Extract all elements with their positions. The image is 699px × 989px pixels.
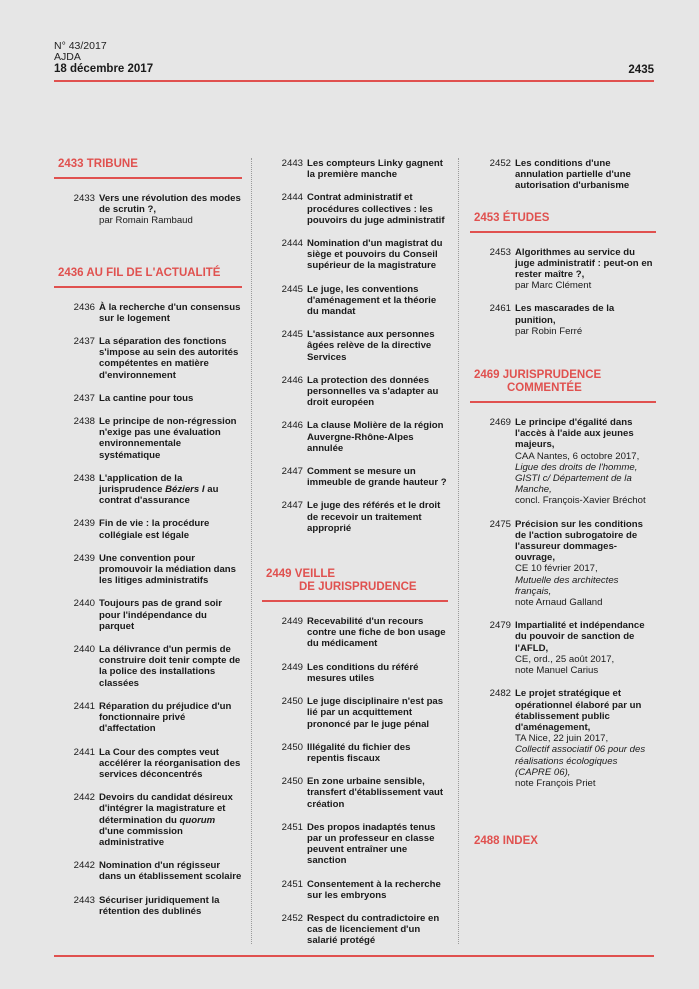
toc-entry[interactable] bbox=[262, 238, 448, 272]
entry-page: 2438 bbox=[73, 416, 95, 428]
entry-title: En zone urbaine sensible, transfert d'établissement vaut création bbox=[307, 776, 444, 810]
entry-page: 2452 bbox=[281, 912, 303, 924]
entry-title bbox=[99, 792, 242, 848]
section-title bbox=[262, 568, 448, 602]
column-divider bbox=[458, 158, 459, 944]
entry-title: Respect du contradictoire en cas de licenciement d'un salarié protégé bbox=[307, 912, 440, 947]
entry-title-italic: quorum bbox=[179, 814, 216, 826]
entry-title-part: d'une commission administrative bbox=[99, 825, 183, 848]
section-veille bbox=[262, 568, 448, 946]
toc-entry[interactable] bbox=[262, 662, 448, 684]
entry-title: Les conditions du référé mesures utiles bbox=[307, 661, 419, 684]
section-title: 2488 INDEX bbox=[474, 835, 538, 848]
entry-party: Ligue des droits de l'homme, GISTI c/ Département de la Manche, bbox=[515, 461, 638, 496]
entry-reference: CE, ord., 25 août 2017, bbox=[515, 653, 615, 665]
entry-title: Comment se mesure un immeuble de grande hauteur ? bbox=[307, 466, 447, 489]
entry-page: 2444 bbox=[281, 192, 303, 204]
column-3 bbox=[470, 158, 656, 868]
toc-entry[interactable] bbox=[54, 473, 242, 507]
entry-title: Le juge, les conventions d'aménagement et la théorie du mandat bbox=[307, 283, 437, 318]
section-title-line: COMMENTÉE bbox=[507, 382, 582, 395]
toc-entry[interactable] bbox=[470, 620, 656, 676]
entry-note: note Arnaud Galland bbox=[515, 597, 603, 609]
toc-entry[interactable] bbox=[54, 518, 242, 540]
entry-title: Recevabilité d'un recours contre une fiche de bon usage du médicament bbox=[307, 616, 446, 650]
entry-page: 2436 bbox=[73, 301, 95, 313]
toc-entry[interactable] bbox=[54, 644, 242, 689]
section-title-line: DE JURISPRUDENCE bbox=[299, 581, 417, 594]
entry-author: par Robin Ferré bbox=[515, 325, 583, 337]
toc-entry[interactable] bbox=[54, 895, 242, 917]
column-1 bbox=[54, 158, 242, 929]
toc-entry[interactable] bbox=[262, 742, 448, 764]
section-index bbox=[470, 835, 656, 854]
entry-page: 2445 bbox=[281, 329, 303, 341]
header-rule bbox=[54, 80, 654, 82]
entry-page: 2451 bbox=[281, 821, 303, 833]
entry-page: 2453 bbox=[489, 246, 511, 258]
toc-entry[interactable] bbox=[54, 193, 242, 227]
entry-title: La cantine pour tous bbox=[99, 392, 194, 404]
entry-page: 2450 bbox=[281, 776, 303, 788]
entry-title-italic: Béziers I bbox=[165, 484, 205, 496]
entry-page: 2437 bbox=[73, 392, 95, 404]
entry-page: 2441 bbox=[73, 746, 95, 758]
toc-entry[interactable] bbox=[54, 336, 242, 381]
entry-page: 2446 bbox=[281, 374, 303, 386]
entry-title: À la recherche d'un consensus sur le logement bbox=[99, 301, 241, 324]
entry-reference: CE 10 février 2017, bbox=[515, 563, 598, 575]
toc-entry[interactable] bbox=[470, 417, 656, 507]
toc-entry[interactable] bbox=[54, 416, 242, 461]
toc-entry[interactable] bbox=[262, 879, 448, 901]
toc-entry[interactable] bbox=[54, 302, 242, 324]
entry-title: Les mascarades de la punition, bbox=[515, 303, 615, 326]
toc-entry[interactable] bbox=[262, 192, 448, 226]
toc-entry[interactable] bbox=[54, 747, 242, 781]
toc-entry[interactable] bbox=[262, 822, 448, 867]
footer-rule bbox=[54, 955, 654, 957]
entry-title: Le principe de non-régression n'exige pas une évaluation environnementale systématique bbox=[99, 416, 237, 461]
section-title-line: 2449 VEILLE bbox=[266, 568, 336, 581]
entry-title-part: L'application de la jurisprudence bbox=[99, 472, 183, 496]
entry-title: Vers une révolution des modes de scrutin ?, bbox=[99, 193, 241, 216]
entry-page: 2449 bbox=[281, 661, 303, 673]
toc-entry[interactable] bbox=[54, 598, 242, 632]
entry-title: Nomination d'un magistrat du siège et pouvoirs du Conseil supérieur de la magistrature bbox=[307, 238, 443, 272]
toc-entry[interactable] bbox=[54, 860, 242, 882]
entry-page: 2461 bbox=[489, 303, 511, 315]
section-title-line: 2469 JURISPRUDENCE bbox=[474, 369, 602, 382]
entry-title: La Cour des comptes veut accélérer la réorganisation des services déconcentrés bbox=[99, 746, 241, 780]
entry-page: 2441 bbox=[73, 700, 95, 712]
entry-title: La clause Molière de la région Auvergne-Rhône-Alpes annulée bbox=[307, 420, 444, 454]
toc-entry[interactable] bbox=[262, 616, 448, 650]
entry-title: Les compteurs Linky gagnent la première manche bbox=[307, 158, 443, 181]
toc-entry[interactable] bbox=[54, 792, 242, 848]
entry-title-part: Devoirs du candidat désireux d'intégrer la magistrature et détermination du bbox=[99, 792, 233, 826]
entry-page: 2439 bbox=[73, 518, 95, 530]
entry-page: 2440 bbox=[73, 598, 95, 610]
entry-title: La délivrance d'un permis de construire doit tenir compte de la police des installations classées bbox=[99, 644, 241, 689]
entry-page: 2475 bbox=[489, 518, 511, 530]
entry-title: Des propos inadaptés tenus par un professeur en classe peuvent entraîner une sanction bbox=[307, 821, 436, 867]
entry-title: Nomination d'un régisseur dans un établissement scolaire bbox=[99, 860, 242, 883]
entry-page: 2433 bbox=[73, 193, 95, 204]
column-divider bbox=[251, 158, 252, 944]
entry-title: Consentement à la recherche sur les embryons bbox=[307, 878, 441, 901]
entry-reference: TA Nice, 22 juin 2017, bbox=[515, 733, 609, 745]
section-etudes bbox=[470, 212, 656, 337]
entry-title: Contrat administratif et procédures collectives : les pouvoirs du juge administratif bbox=[307, 192, 445, 226]
toc-entry[interactable] bbox=[470, 688, 656, 789]
toc-entry[interactable] bbox=[262, 375, 448, 409]
toc-entry[interactable] bbox=[262, 913, 448, 947]
entry-page: 2452 bbox=[489, 158, 511, 169]
entry-title: Illégalité du fichier des repentis fiscaux bbox=[307, 741, 411, 764]
issue-date: 18 décembre 2017 bbox=[54, 63, 154, 75]
toc-entry[interactable] bbox=[54, 701, 242, 735]
entry-title: Le projet stratégique et opérationnel élaboré par un établissement public d'aménagement, bbox=[515, 688, 642, 733]
entry-page: 2446 bbox=[281, 420, 303, 432]
toc-entry[interactable] bbox=[262, 776, 448, 810]
entry-page: 2447 bbox=[281, 500, 303, 512]
entry-page: 2450 bbox=[281, 741, 303, 753]
entry-title: Les conditions d'une annulation partielle d'une autorisation d'urbanisme bbox=[515, 158, 631, 192]
entry-page: 2447 bbox=[281, 466, 303, 478]
entry-page: 2439 bbox=[73, 552, 95, 564]
toc-entry[interactable] bbox=[262, 500, 448, 534]
entry-page: 2442 bbox=[73, 792, 95, 804]
entry-author: par Marc Clément bbox=[515, 280, 592, 292]
entry-title: Le juge des référés et le droit de recevoir un traitement approprié bbox=[307, 500, 441, 534]
section-title: 2453 ÉTUDES bbox=[470, 212, 656, 233]
entry-reference: CAA Nantes, 6 octobre 2017, bbox=[515, 450, 640, 462]
entry-title: Impartialité et indépendance du pouvoir de sanction de l'AFLD, bbox=[515, 620, 645, 654]
entry-page: 2440 bbox=[73, 644, 95, 656]
toc-entry[interactable] bbox=[262, 329, 448, 363]
entry-page: 2469 bbox=[489, 417, 511, 429]
entry-page: 2437 bbox=[73, 336, 95, 348]
section-actualite bbox=[54, 267, 242, 917]
entry-party: Mutuelle des architectes français, bbox=[515, 574, 619, 597]
entry-page: 2449 bbox=[281, 616, 303, 628]
page-header bbox=[54, 41, 654, 76]
journal-name: AJDA bbox=[54, 51, 81, 63]
entry-author: par Romain Rambaud bbox=[99, 215, 193, 227]
section-title: 2436 AU FIL DE L'ACTUALITÉ bbox=[54, 267, 242, 288]
entry-page: 2451 bbox=[281, 878, 303, 890]
toc-entry[interactable] bbox=[470, 247, 656, 292]
entry-title: La séparation des fonctions s'impose au sein des autorités compétentes en matière d'environnement bbox=[99, 336, 239, 381]
entry-page: 2450 bbox=[281, 696, 303, 708]
entry-title: Une convention pour promouvoir la médiation dans les litiges administratifs bbox=[99, 552, 236, 587]
entry-page: 2443 bbox=[281, 158, 303, 169]
entry-page: 2444 bbox=[281, 238, 303, 250]
entry-title: Précision sur les conditions de l'action subrogatoire de l'assureur dommages-ouvrage, bbox=[515, 518, 643, 564]
toc-entry[interactable] bbox=[54, 553, 242, 587]
entry-title: La protection des données personnelles va s'adapter au droit européen bbox=[307, 374, 439, 409]
entry-title: Sécuriser juridiquement la rétention des dublinés bbox=[99, 894, 220, 917]
entry-page: 2442 bbox=[73, 860, 95, 872]
entry-title-part: au contrat d'assurance bbox=[99, 484, 219, 507]
entry-page: 2443 bbox=[73, 894, 95, 906]
entry-note: concl. François-Xavier Bréchot bbox=[515, 495, 646, 507]
issue-number: N° 43/2017 bbox=[54, 40, 107, 52]
section-jurisprudence bbox=[470, 369, 656, 789]
entry-party: Collectif associatif 06 pour des réalisations écologiques (CAPRE 06), bbox=[515, 744, 646, 778]
entry-title: Toujours pas de grand soir pour l'indépendance du parquet bbox=[99, 598, 222, 632]
entry-title: Algorithmes au service du juge administratif : peut-on en rester maître ?, bbox=[515, 246, 653, 281]
toc-entry[interactable] bbox=[470, 519, 656, 609]
toc-entry[interactable] bbox=[470, 303, 656, 337]
toc-entry[interactable] bbox=[262, 284, 448, 318]
entry-page: 2445 bbox=[281, 283, 303, 295]
column-2 bbox=[262, 158, 448, 959]
toc-entry[interactable] bbox=[262, 420, 448, 454]
entry-title: Réparation du préjudice d'un fonctionnaire privé d'affectation bbox=[99, 700, 232, 735]
toc-entry[interactable] bbox=[262, 466, 448, 488]
toc-entry[interactable] bbox=[262, 158, 448, 180]
entry-note: note Manuel Carius bbox=[515, 665, 599, 677]
toc-entry[interactable] bbox=[54, 393, 242, 404]
entry-page: 2482 bbox=[489, 688, 511, 700]
toc-entry[interactable] bbox=[470, 158, 656, 192]
section-tribune bbox=[54, 158, 242, 227]
entry-title: L'assistance aux personnes âgées relève de la directive Services bbox=[307, 329, 435, 363]
section-title bbox=[470, 369, 656, 403]
entry-title: Fin de vie : la procédure collégiale est légale bbox=[99, 518, 210, 541]
section-title: 2433 TRIBUNE bbox=[54, 158, 242, 179]
entry-title: Le juge disciplinaire n'est pas lié par un acquittement prononcé par le juge pénal bbox=[307, 696, 444, 730]
entry-note: note François Priet bbox=[515, 777, 596, 789]
page-number: 2435 bbox=[628, 64, 654, 76]
toc-entry[interactable] bbox=[262, 696, 448, 730]
entry-page: 2479 bbox=[489, 620, 511, 632]
entry-page: 2438 bbox=[73, 472, 95, 484]
entry-title bbox=[99, 473, 242, 507]
entry-title: Le principe d'égalité dans l'accès à l'aide aux jeunes majeurs, bbox=[515, 417, 634, 451]
